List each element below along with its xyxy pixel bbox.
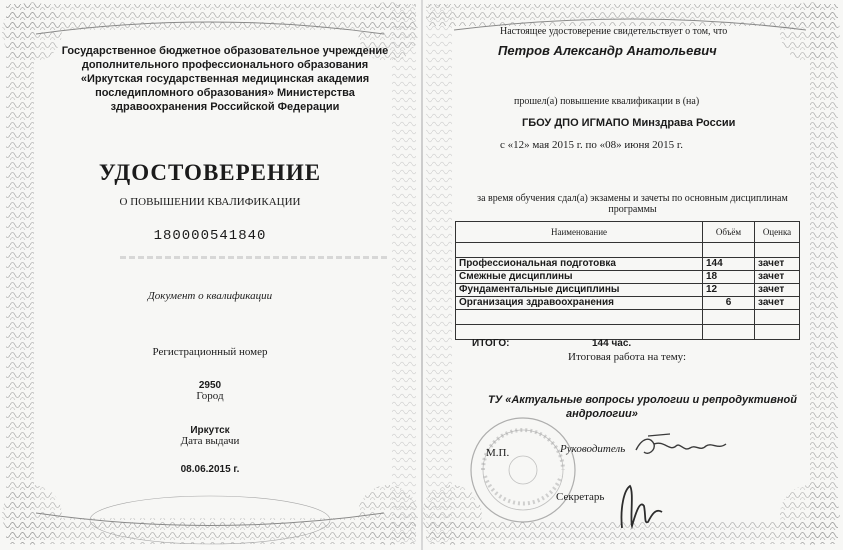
discipline-volume: 18 (703, 271, 755, 284)
table-row (456, 271, 800, 284)
secretary-signature (610, 478, 670, 533)
head-signature (630, 430, 735, 465)
discipline-grade: зачет (755, 297, 800, 310)
table-row (456, 297, 800, 310)
total-label: ИТОГО: (472, 338, 510, 349)
holder-name: Петров Александр Анатольевич (498, 43, 717, 58)
document-title: УДОСТОВЕРЕНИЕ (98, 160, 322, 185)
table-row (456, 258, 800, 271)
official-stamp (463, 410, 583, 530)
final-work-topic-line1: ТУ «Актуальные вопросы урологии и репродуктивной (488, 394, 797, 406)
head-label: Руководитель (560, 443, 626, 455)
faded-print-line (120, 256, 390, 259)
registration-label: Регистрационный номер (152, 346, 268, 358)
stamp-label: М.П. (486, 447, 510, 459)
table-row-blank (456, 310, 800, 325)
total-row (472, 338, 632, 349)
discipline-name: Организация здравоохранения (456, 297, 703, 310)
disciplines-table (455, 221, 800, 340)
column-header-name: Наименование (456, 222, 703, 243)
study-text: за время обучения сдал(а) экзамены и зачеты по основным дисциплинам программы (477, 193, 788, 215)
discipline-volume: 6 (703, 297, 755, 310)
training-period: с «12» мая 2015 г. по «08» июня 2015 г. (500, 139, 683, 151)
passed-text: прошел(а) повышение квалификации в (на) (514, 96, 700, 107)
discipline-volume: 12 (703, 284, 755, 297)
institution-name: ГБОУ ДПО ИГМАПО Минздрава России (522, 117, 736, 129)
discipline-grade: зачет (755, 284, 800, 297)
table-row (456, 284, 800, 297)
city-label: Город (196, 390, 224, 402)
intro-text: Настоящее удостоверение свидетельствует о том, что (500, 26, 728, 37)
table-row-blank (456, 243, 800, 258)
document-type: Документ о квалификации (147, 290, 273, 302)
final-work-topic-line2: андрологии» (566, 408, 638, 420)
table-header-row (456, 222, 800, 243)
document-subtitle: О ПОВЫШЕНИИ КВАЛИФИКАЦИИ (119, 196, 301, 208)
final-work-label: Итоговая работа на тему: (568, 351, 687, 363)
discipline-volume: 144 (703, 258, 755, 271)
certificate-number: 180000541840 (153, 228, 267, 244)
discipline-grade: зачет (755, 258, 800, 271)
column-header-volume: Объём (703, 222, 755, 243)
total-hours: 144 час. (592, 338, 632, 349)
secretary-label: Секретарь (556, 491, 605, 503)
discipline-grade: зачет (755, 271, 800, 284)
page-fold (421, 0, 423, 550)
issue-date-label: Дата выдачи (180, 435, 240, 447)
issuing-organization: Государственное бюджетное образовательное учреждение дополнительного профессионального образования «Иркутская государственная медицинская академия последипломного образования» Министерства здравоохранения Российской Федерации (61, 45, 389, 113)
discipline-name: Профессиональная подготовка (456, 258, 703, 271)
registration-number: 2950 (198, 380, 222, 391)
issue-date: 08.06.2015 г. (180, 464, 240, 475)
column-header-grade: Оценка (755, 222, 800, 243)
discipline-name: Смежные дисциплины (456, 271, 703, 284)
city-value: Иркутск (190, 425, 230, 436)
discipline-name: Фундаментальные дисциплины (456, 284, 703, 297)
